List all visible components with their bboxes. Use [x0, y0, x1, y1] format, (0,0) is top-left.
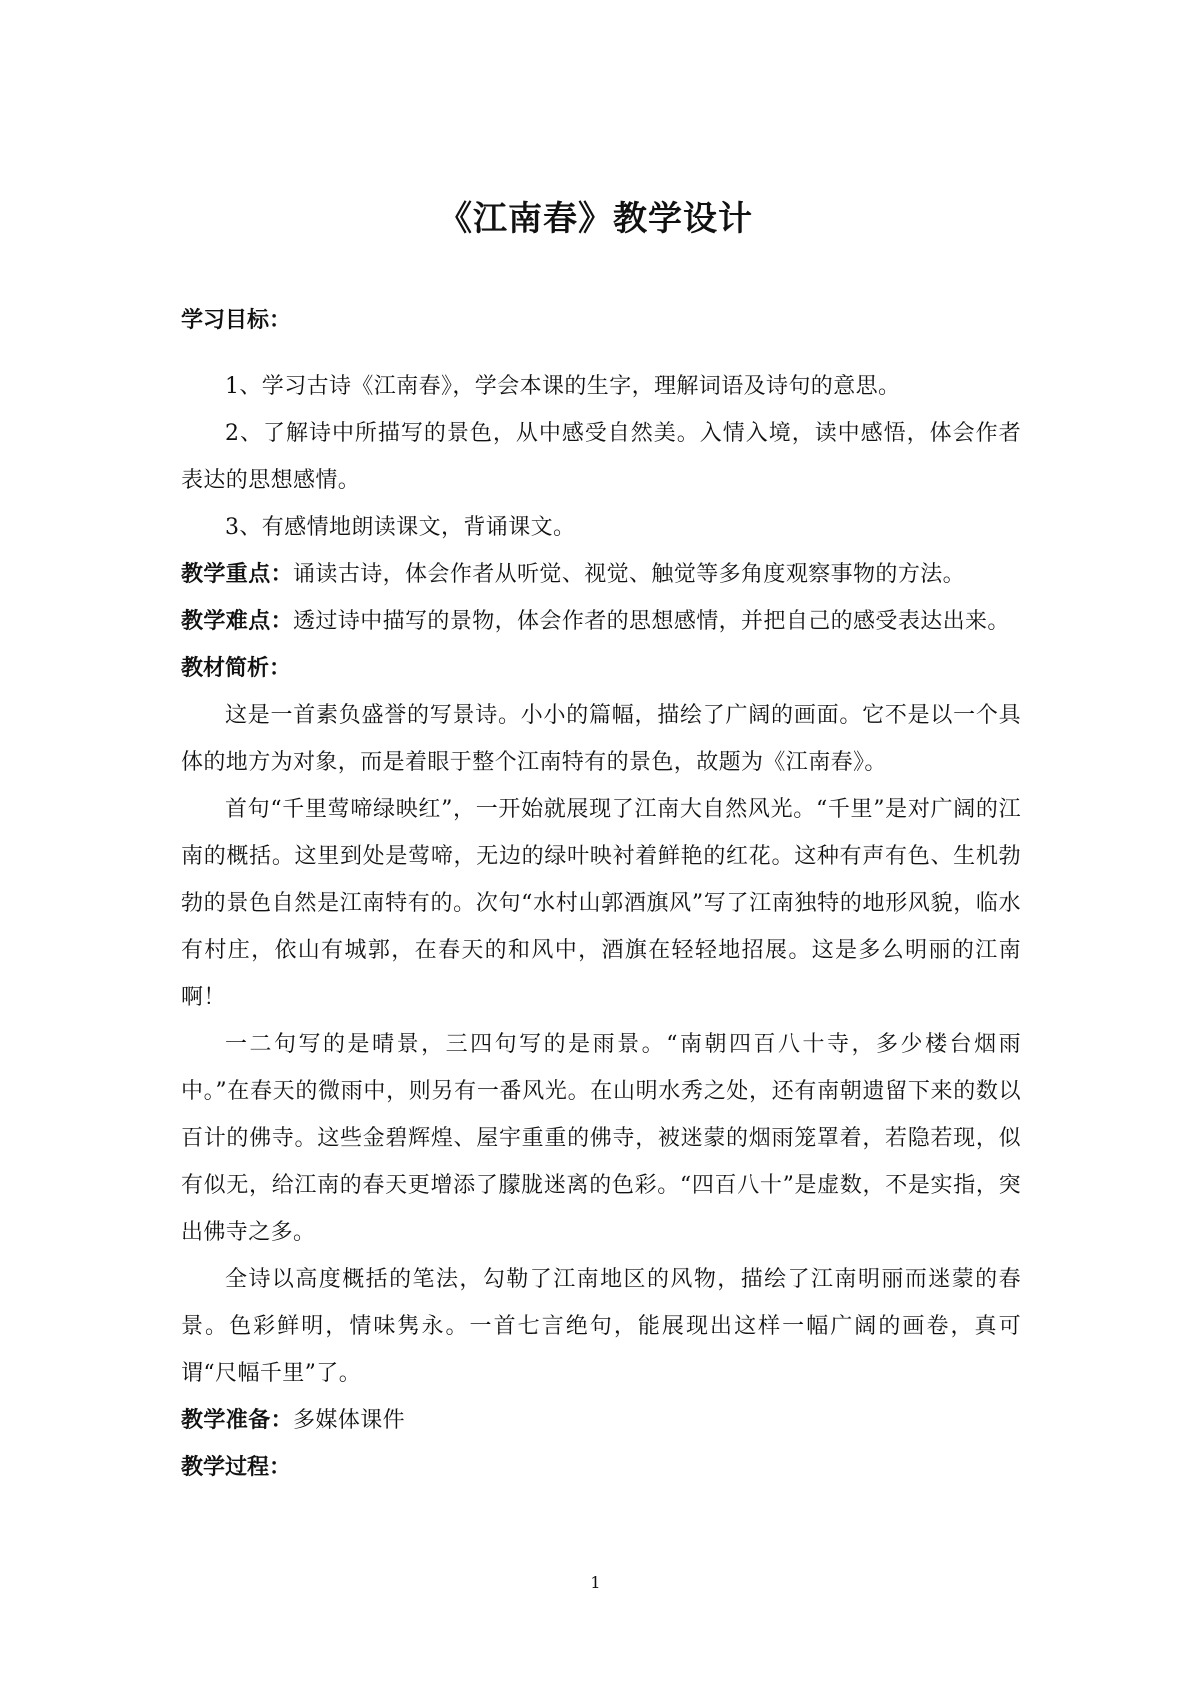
document-body: [181, 297, 1021, 1491]
preparation: [181, 1397, 1021, 1444]
objective-item-3: 3、有感情地朗读课文，背诵课文。: [225, 515, 576, 540]
difficulty-label: 教学难点：: [181, 609, 294, 634]
document-title: 《江南春》教学设计: [438, 199, 753, 239]
difficulty-text: 透过诗中描写的景物，体会作者的思想感情，并把自己的感受表达出来。: [293, 609, 1010, 634]
key-point-text: 诵读古诗，体会作者从听觉、视觉、触觉等多角度观察事物的方法。: [293, 562, 966, 587]
objective-item-2: 2、了解诗中所描写的景色，从中感受自然美。入情入境，读中感悟，体会作者表达的思想感情。: [181, 421, 1021, 493]
analysis-paragraph-4: 全诗以高度概括的笔法，勾勒了江南地区的风物，描绘了江南明丽而迷蒙的春景。色彩鲜明，情味隽永。一首七言绝句，能展现出这样一幅广阔的画卷，真可谓“尺幅千里”了。: [181, 1267, 1021, 1386]
key-point: [181, 551, 1021, 598]
analysis-heading: 教材简析：: [181, 656, 292, 681]
difficulty: [181, 598, 1021, 645]
objectives-heading: 学习目标：: [181, 308, 292, 333]
analysis-paragraph-2: 首句“千里莺啼绿映红”，一开始就展现了江南大自然风光。“千里”是对广阔的江南的概括。这里到处是莺啼，无边的绿叶映衬着鲜艳的红花。这种有声有色、生机勃勃的景色自然是江南特有的。次句“水村山郭酒旗风”写了江南独特的地形风貌，临水有村庄，依山有城郭，在春天的和风中，酒旗在轻轻地招展。这是多么明丽的江南啊！: [181, 797, 1021, 1010]
page-number: 1: [590, 1573, 601, 1592]
preparation-text: 多媒体课件: [293, 1408, 406, 1433]
analysis-paragraph-3: 一二句写的是晴景，三四句写的是雨景。“南朝四百八十寺，多少楼台烟雨中。”在春天的微雨中，则另有一番风光。在山明水秀之处，还有南朝遗留下来的数以百计的佛寺。这些金碧辉煌、屋宇重重的佛寺，被迷蒙的烟雨笼罩着，若隐若现，似有似无，给江南的春天更增添了朦胧迷离的色彩。“四百八十”是虚数，不是实指，突出佛寺之多。: [181, 1032, 1021, 1245]
process-heading: 教学过程：: [181, 1455, 292, 1480]
analysis-paragraph-1: 这是一首素负盛誉的写景诗。小小的篇幅，描绘了广阔的画面。它不是以一个具体的地方为对象，而是着眼于整个江南特有的景色，故题为《江南春》。: [181, 703, 1021, 775]
key-point-label: 教学重点：: [181, 562, 294, 587]
spacer: [181, 344, 1021, 363]
objective-item-1: 1、学习古诗《江南春》，学会本课的生字，理解词语及诗句的意思。: [225, 374, 901, 399]
preparation-label: 教学准备：: [181, 1408, 294, 1433]
